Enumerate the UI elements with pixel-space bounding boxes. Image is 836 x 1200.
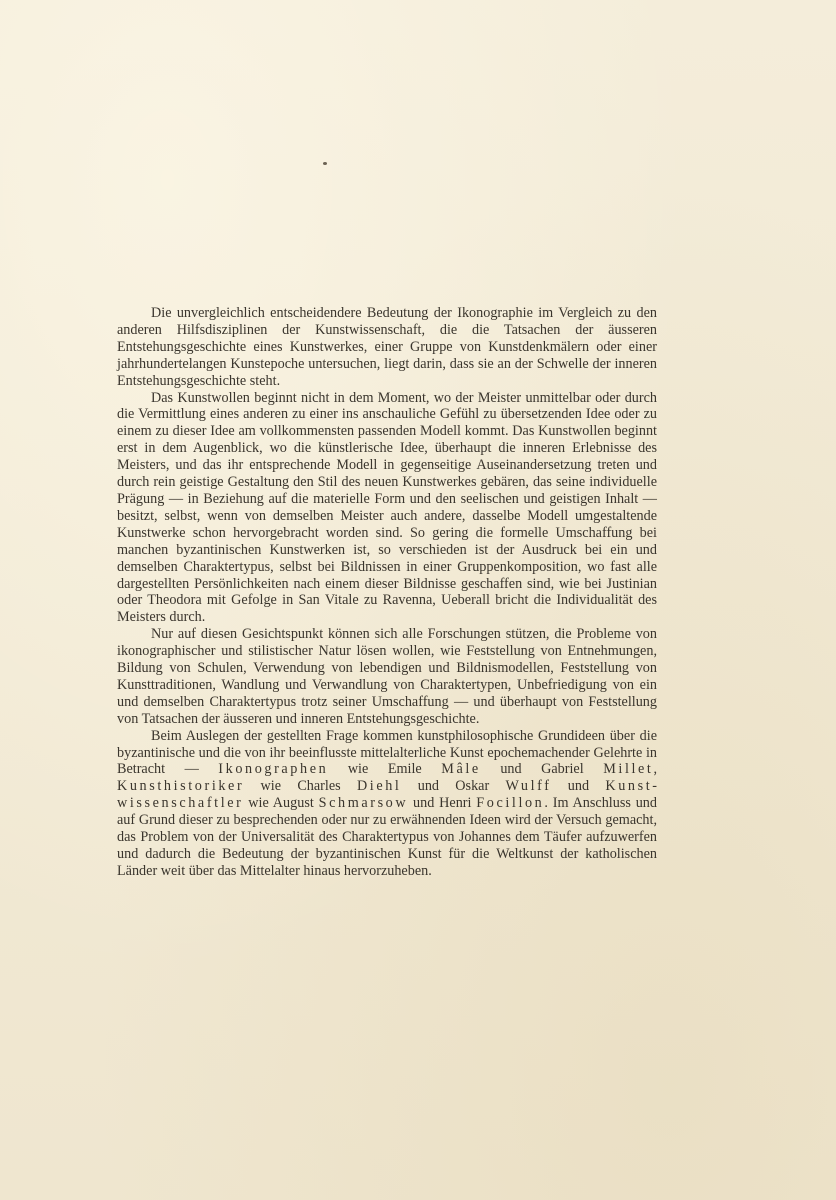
text-run: und Oskar bbox=[401, 778, 506, 795]
text-run: . Im Anschluss und auf Grund dieser zu besprechenden oder nur zu erwähnenden Ideen wird der Versuch gemacht, das Problem von der Universalität des Charaktertypus von Johannes dem Täufer aufzuwerfen und dadurch die Bedeutung der byzantinischen Kunst für die Weltkunst der katholischen Länder weit über das Mittelalter hinaus hervorzuheben. bbox=[117, 795, 657, 879]
spaced-name: Diehl bbox=[356, 778, 402, 795]
text-run: Das Kunstwollen beginnt nicht in dem Moment, wo der Meister unmittelbar oder durch die Vermittlung eines anderen zu einer ins anschauliche Gefühl zu übersetzenden Idee oder zu einem zu dieser Idee am vollkommensten passenden Modell kommt. Das Kunstwollen beginnt erst in dem Augenblick, wo die künstlerische Idee, überhaupt die inneren Erlebnisse des Meisters, und das ihr entsprechende Modell in gegenseitige Auseinandersetzung treten und durch rein geistige Gestaltung den Stil des neuen Kunstwerkes gebären, das seine individuelle Prägung — in Beziehung auf die materielle Form und den seelischen und geistigen Inhalt — besitzt, selbst, wenn von demselben Meister auch andere, dasselbe Modell umgestaltende Kunstwerke schon hervorgebracht worden sind. So gering die formelle Umschaffung bei manchen byzantinischen Kunstwerken ist, so verschieden ist der Ausdruck bei ein und demselben Charaktertypus, selbst bei Bildnissen in einer Gruppenkomposition, wo fast alle dargestellten Persönlichkeiten nach einem dieser Bildnisse geschaffen sind, wie bei Justinian oder Theodora mit Gefolge in San Vitale zu Ravenna, Ueberall bricht die Individualität des Meisters durch. bbox=[117, 389, 657, 626]
spaced-name: Schmarsow bbox=[318, 795, 409, 812]
text-run: wie Emile bbox=[328, 761, 442, 778]
paragraph-1 bbox=[117, 305, 657, 390]
paragraph-3 bbox=[117, 626, 657, 727]
spaced-name: Millet bbox=[603, 761, 654, 778]
spaced-term: Ikonographen bbox=[218, 761, 329, 778]
paper-speck bbox=[323, 162, 327, 165]
text-run: und bbox=[551, 778, 606, 795]
body-text bbox=[117, 305, 657, 880]
spaced-name: Wulff bbox=[505, 778, 552, 795]
paragraph-2 bbox=[117, 390, 657, 627]
text-run: Die unvergleichlich entscheidendere Bedeutung der Ikonographie im Vergleich zu den anderen Hilfsdisziplinen der Kunstwissenschaft, die die Tatsachen der äusseren Entstehungsgeschichte eines Kunstwerkes, einer Gruppe von Kunstdenkmälern oder einer jahrhundertelangen Kunstepoche untersuchen, liegt darin, dass sie an der Schwelle der inneren Entstehungsgeschichte steht. bbox=[117, 305, 657, 389]
paragraph-4 bbox=[117, 728, 657, 880]
text-run: Beim Auslegen der gestellten Frage kommen kunstphilosophische Grundideen über die byzantinische und die von ihr beeinflusste mittelalterliche Kunst epochemachender Gelehrte in Betracht — bbox=[117, 727, 657, 778]
spaced-term: Kunstwissenschaftler bbox=[117, 778, 658, 812]
text-run: Nur auf diesen Gesichtspunkt können sich alle Forschungen stützen, die Probleme von ikonographischer und stilistischer Natur lösen wollen, wie Feststellung von Entnehmungen, Bildung von Schulen, Verwendung von lebendigen und Bildnismodellen, Feststellung von Kunsttraditionen, Wandlung und Verwandlung von Charaktertypen, Unbefriedigung von ein und demselben Charaktertypus trotz seiner Umschaffung — und überhaupt von Feststellung von Tatsachen der äusseren und inneren Entstehungsgeschichte. bbox=[117, 626, 657, 727]
text-run: , bbox=[653, 761, 658, 778]
text-run: und Henri bbox=[408, 795, 477, 812]
text-run: wie Charles bbox=[244, 778, 357, 795]
spaced-name: Focillon bbox=[476, 795, 545, 812]
text-run: wie August bbox=[243, 795, 319, 812]
spaced-term: Kunsthistoriker bbox=[117, 778, 245, 795]
spaced-name: Mâle bbox=[441, 761, 481, 778]
text-run: und Gabriel bbox=[480, 761, 604, 778]
